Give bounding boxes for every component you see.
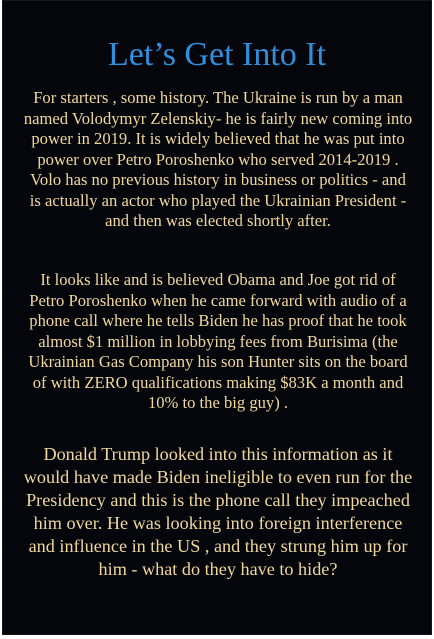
document-card <box>2 0 432 635</box>
document-title: Let’s Get Into It <box>107 36 327 73</box>
paragraph-trump: Donald Trump looked into this information as it would have made Biden ineligible to even run for the Presidency and this is the phone call they impeached him over. He was looking into foreign interference and influence in the US , and they strung him up for him - what do they have to hide? <box>23 444 413 579</box>
paragraph-poroshenko: It looks like and is believed Obama and Joe got rid of Petro Poroshenko when he came forward with audio of a phone call where he tells Biden he has proof that he took almost $1 million in lobbying fees from Burisima (the Ukrainian Gas Company his son Hunter sits on the board of with ZERO qualifications making $83K a month and 10% to the big guy) . <box>28 270 408 412</box>
paragraph-history: For starters , some history. The Ukraine is run by a man named Volodymyr Zelenskiy- he is fairly new coming into power in 2019. It is widely believed that he was put into power over Petro Poroshenko who served 2014-2019 . Volo has no previous history in business or politics - and is actually an actor who played the Ukrainian President - and then was elected shortly after. <box>23 88 413 230</box>
